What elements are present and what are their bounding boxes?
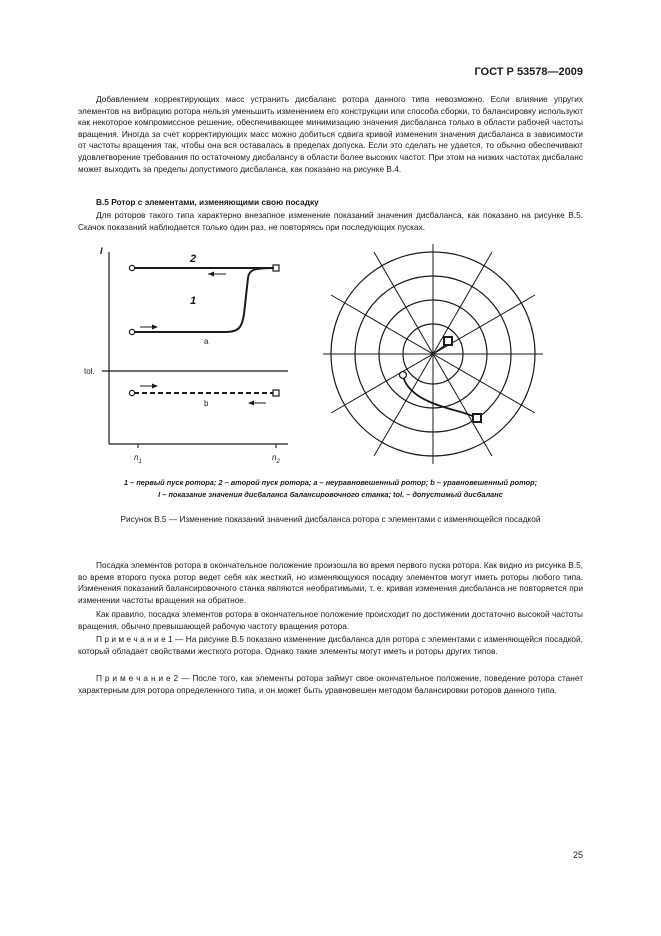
paragraph-section: Для роторов такого типа характерно внезапное изменение показаний значения дисбаланса, как показано на рисунке В.5. Скачок показаний наблюдается только один раз, не повторяясь при последующих пусках.: [78, 210, 583, 232]
note-2: [78, 673, 583, 696]
polar-diagram: [323, 244, 543, 464]
page-number: 25: [572, 850, 583, 860]
paragraph-rule: Как правило, посадка элементов ротора в окончательное положение происходит по достижении достаточно высокой частоты вращения, обычно превышающей рабочую частоту вращения ротора.: [78, 609, 583, 631]
tolerance-label: tol.: [84, 367, 95, 376]
unbalance-graph: [102, 252, 288, 448]
figure-legend-line2: I – показание значения дисбаланса балансировочного станка; tol. – допустимый дисбаланс: [158, 490, 503, 499]
curve-2-label: 2: [190, 253, 197, 265]
note-2-text: — После того, как элементы ротора займут свое окончательное положение, поведение ротора станет характерным для ротора определенного типа, и он может быть уравновешен методом балансировки роторов данного типа.: [78, 673, 583, 695]
figure-b5: [78, 238, 583, 470]
note-2-label: П р и м е ч а н и е 2: [96, 673, 179, 683]
paragraph-fitting: Посадка элементов ротора в окончательное положение произошла во время первого пуска ротора. Как видно из рисунка В.5, во время второго пуска ротор ведет себя как жесткий, но изменяющуюся посадку элементов могут иметь роторы любого типа. Изменения показаний балансировочного станка являются необратимыми, т. е. кривая изменения дисбаланса не повторяется при изменении частоты вращения на обратное.: [78, 560, 583, 605]
curve-b-label: b: [204, 399, 209, 408]
curve-a-label: a: [204, 337, 209, 346]
document-header: ГОСТ Р 53578—2009: [474, 66, 583, 78]
note-1: [78, 634, 583, 657]
figure-graphic: [78, 238, 583, 470]
curve-1-a: [134, 268, 274, 332]
section-heading: В.5 Ротор с элементами, изменяющими свою посадку: [96, 197, 319, 207]
figure-legend-line1: 1 – первый пуск ротора; 2 – второй пуск ротора; а – неуравновешенный ротор; b – уравновешенный ротор;: [123, 478, 538, 487]
note-1-label: П р и м е ч а н и е 1: [96, 634, 173, 644]
paragraph-intro: Добавлением корректирующих масс устранить дисбаланс ротора данного типа невозможно. Если влияние упругих элементов на вибрацию ротора нельзя уменьшить изменением его конструкции или способа сборки, то балансировку используют как некоторое компромиссное решение, обеспечивающее минимизацию значения дисбаланса только в области рабочей частоты вращения. Иногда за счет корректирующих масс можно добиться сдвига кривой изменения значения дисбаланса в зависимости от частоты вращения так, чтобы она вся оставалась в пределах допуска. Если это сделать не удается, то обычно обеспечивают удовлетворение требования по остаточному дисбалансу в области более высоких частот. При этом на низких частотах дисбаланс может выходить за пределы допустимого дисбаланса, как показано на рисунке В.4.: [78, 94, 583, 174]
y-axis-label: I: [100, 246, 103, 256]
note-1-text: — На рисунке В.5 показано изменение дисбаланса для ротора с элементами с изменяющейся посадкой, который обладает свойствами жесткого ротора. Однако такие элементы могут иметь и роторы других типов.: [78, 634, 583, 656]
n1-label: $n_1$: [134, 453, 142, 465]
curve-1-label: 1: [190, 295, 197, 307]
figure-caption: Рисунок В.5 — Изменение показаний значений дисбаланса ротора с элементами с изменяющейся посадкой: [120, 514, 541, 524]
n2-label: $n_2$: [272, 453, 280, 465]
